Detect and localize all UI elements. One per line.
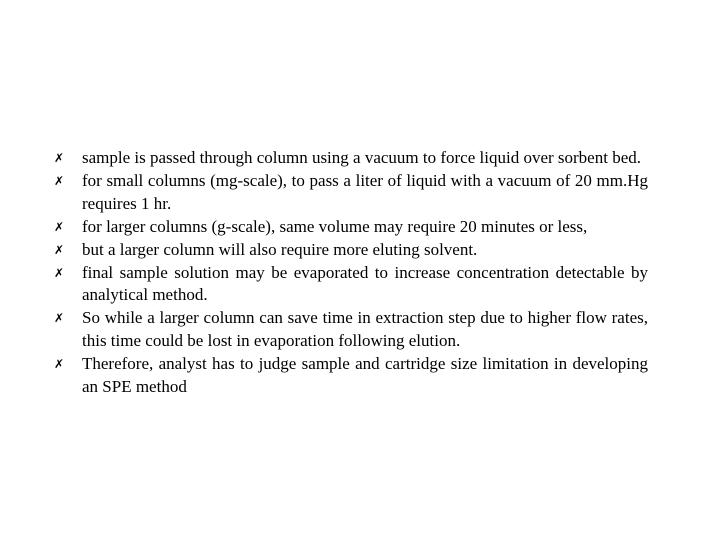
x-mark-icon: ✗ bbox=[53, 357, 65, 372]
bullet-text: final sample solution may be evaporated to increase concentration detectable by analytical method. bbox=[82, 262, 648, 305]
bullet-list bbox=[52, 147, 648, 399]
bullet-item bbox=[52, 262, 648, 308]
bullet-item bbox=[52, 239, 648, 262]
bullet-item bbox=[52, 353, 648, 399]
bullet-item bbox=[52, 170, 648, 216]
bullet-item bbox=[52, 307, 648, 353]
bullet-item bbox=[52, 147, 648, 170]
x-mark-icon: ✗ bbox=[53, 265, 65, 280]
bullet-text: for larger columns (g-scale), same volume may require 20 minutes or less, bbox=[82, 216, 588, 236]
bullet-text: So while a larger column can save time in extraction step due to higher flow rates, this time could be lost in evaporation following elution. bbox=[82, 308, 648, 351]
x-mark-icon: ✗ bbox=[53, 219, 65, 234]
bullet-text: Therefore, analyst has to judge sample and cartridge size limitation in developing an SPE method bbox=[82, 354, 648, 397]
x-mark-icon: ✗ bbox=[53, 151, 65, 165]
bullet-text: for small columns (mg-scale), to pass a liter of liquid with a vacuum of 20 mm.Hg requires 1 hr. bbox=[82, 170, 648, 213]
bullet-text: but a larger column will also require more eluting solvent. bbox=[82, 239, 478, 259]
x-mark-icon: ✗ bbox=[53, 173, 65, 188]
bullet-item bbox=[52, 216, 648, 239]
bullet-text: sample is passed through column using a vacuum to force liquid over sorbent bed. bbox=[82, 148, 641, 167]
x-mark-icon: ✗ bbox=[53, 311, 65, 326]
x-mark-icon: ✗ bbox=[53, 242, 65, 257]
